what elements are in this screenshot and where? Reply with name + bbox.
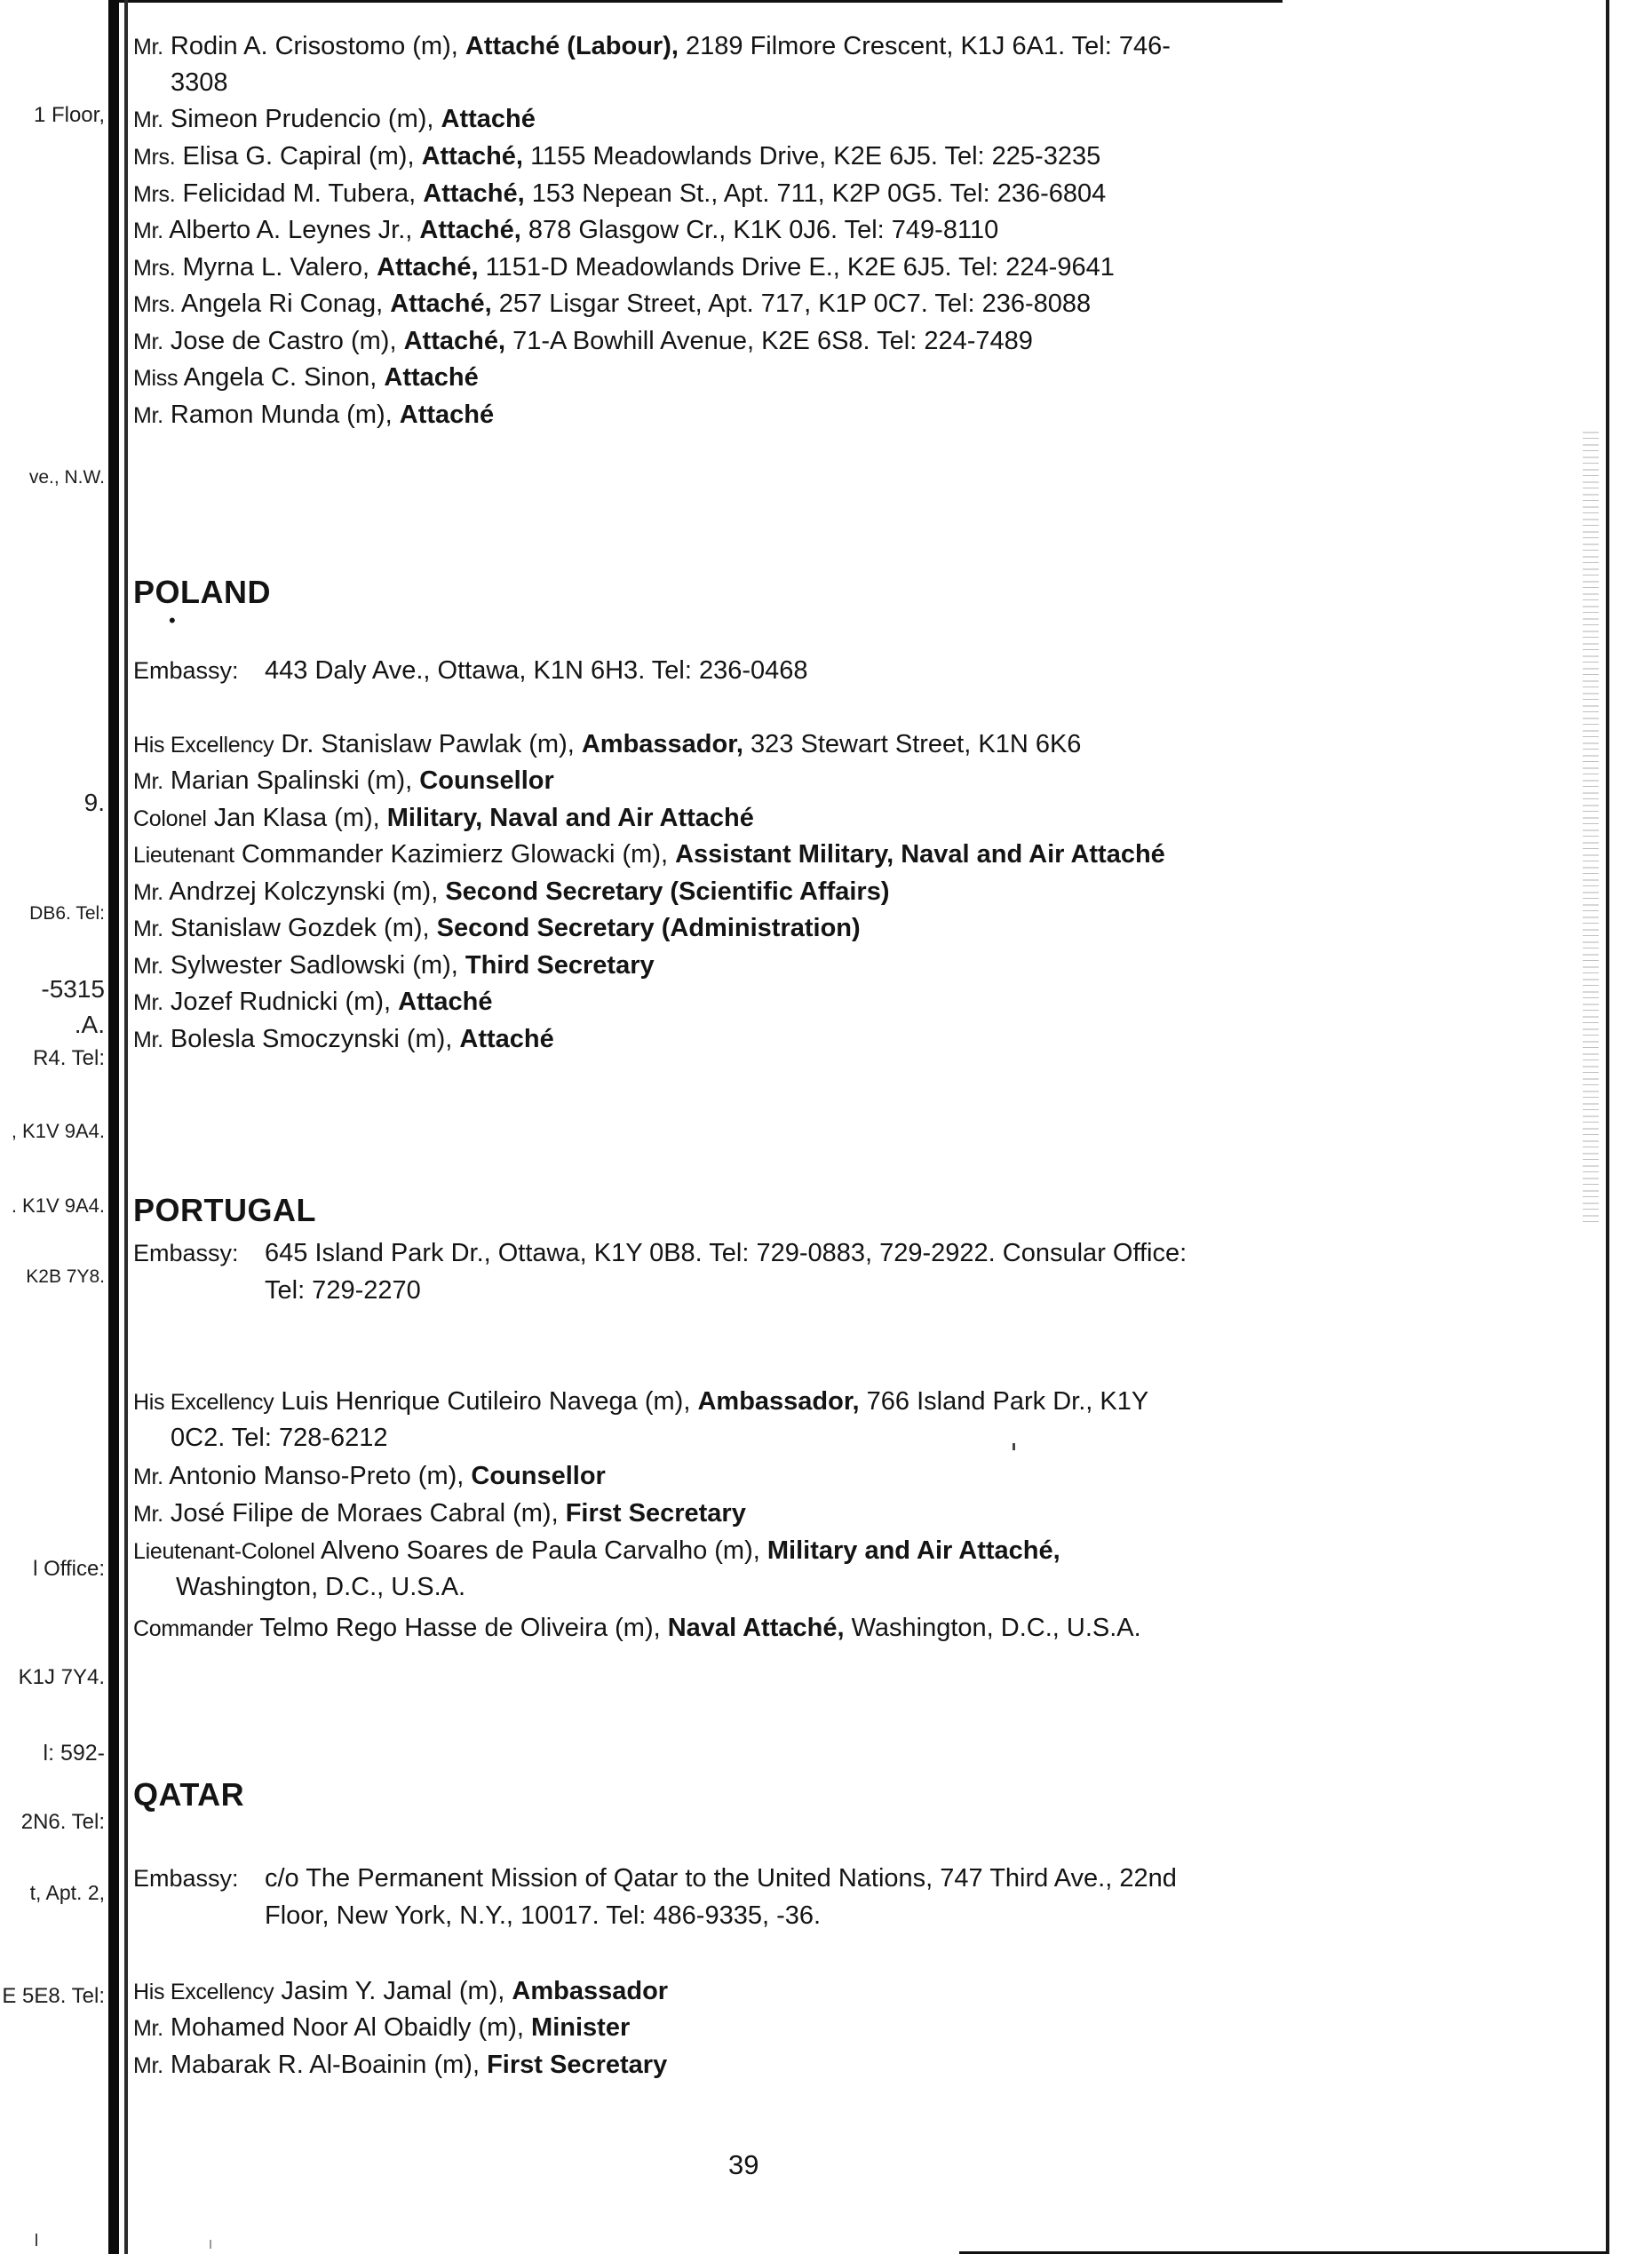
entry-honorific: Lieutenant [133,843,234,868]
embassy-address-text [265,1860,1561,1934]
clipped-fragment: DB6. Tel: [29,903,105,924]
entry-role: First Secretary [565,1499,746,1528]
entry-name: Simeon Prudencio (m), [170,105,434,133]
directory-entry [133,1496,746,1532]
directory-entry [133,139,1100,175]
entry-role: Ambassador [512,1977,669,2005]
directory-entry [133,726,1081,763]
entry-honorific: Mr. [133,2016,163,2041]
entry-name: Bolesla Smoczynski (m), [170,1025,453,1053]
clipped-fragment: 9. [83,789,105,816]
entry-name: Antonio Manso-Preto (m), [169,1462,465,1490]
clipped-fragment: ve., N.W. [28,467,105,488]
bullet-mark: • [169,609,176,631]
entry-name: Mabarak R. Al-Boainin (m), [170,2051,481,2079]
clipped-fragment: t, Apt. 2, [29,1881,105,1904]
entry-name: Angela Ri Conag, [180,290,384,318]
entry-role: First Secretary [487,2051,668,2079]
entry-honorific: Mr. [133,107,163,132]
clipped-fragment: l Office: [33,1557,105,1581]
entry-role: Second Secretary (Scientific Affairs) [445,877,890,906]
entry-name: Angela C. Sinon, [183,363,377,392]
entry-honorific: His Excellency [133,733,274,758]
entry-details: 2189 Filmore Crescent, K1J 6A1. Tel: 746- [686,32,1171,60]
clipped-fragment: 2N6. Tel: [20,1810,105,1834]
entry-name: Telmo Rego Hasse de Oliveira (m), [259,1614,661,1642]
entry-role: Ambassador, [697,1387,860,1416]
directory-entry [133,323,1033,360]
country-heading-portugal: PORTUGAL [133,1192,316,1228]
entry-role: Attaché (Labour), [465,32,679,60]
entry-honorific: Mr. [133,954,163,979]
directory-entry [133,250,1115,286]
directory-entry [133,1384,1148,1456]
entry-name: Commander Kazimierz Glowacki (m), [241,840,669,869]
embassy-address-line: Tel: 729-2270 [265,1276,421,1305]
embassy-address-text [265,1234,1561,1309]
entry-honorific: Mrs. [133,292,176,317]
country-heading-qatar: QATAR [133,1776,245,1813]
clipped-fragment: E 5E8. Tel: [2,1984,105,2008]
entry-name: Felicidad M. Tubera, [182,179,417,208]
directory-entry [133,101,536,138]
entry-role: Attaché [384,363,479,392]
entry-role: Attaché [459,1025,554,1053]
embassy-address-line: c/o The Permanent Mission of Qatar to the United Nations, 747 Third Ave., 22nd [265,1864,1177,1893]
embassy-address-line: 645 Island Park Dr., Ottawa, K1Y 0B8. Tel: 729-0883, 729-2922. Consular Office: [265,1239,1187,1267]
clipped-fragment: .A. [74,1011,105,1038]
clipped-fragment: K2B 7Y8. [26,1266,105,1287]
entry-details: 257 Lisgar Street, Apt. 717, K1P 0C7. Tel: 236-8088 [498,290,1092,318]
entry-continuation: 0C2. Tel: 728-6212 [171,1424,388,1452]
entry-role: Naval Attaché, [667,1614,845,1642]
directory-entry [133,984,492,1020]
clipped-fragment: 1 Floor, [33,103,105,127]
entry-role: Counsellor [419,766,554,795]
embassy-address-line: Floor, New York, N.Y., 10017. Tel: 486-9335, -36. [265,1901,822,1930]
clipped-fragment: , K1V 9A4. [11,1120,105,1142]
entry-role: Attaché, [377,253,479,282]
directory-entry [133,874,889,910]
binding-edge-line-inner [124,0,128,2254]
entry-honorific: Colonel [133,806,207,831]
entry-details: 1155 Meadowlands Drive, K2E 6J5. Tel: 225-3235 [530,142,1101,171]
entry-honorific: Mr. [133,218,163,243]
embassy-label: Embassy: [133,1865,239,1892]
entry-honorific: Mrs. [133,182,176,207]
entry-name: Jozef Rudnicki (m), [170,988,392,1016]
entry-details: 71-A Bowhill Avenue, K2E 6S8. Tel: 224-7489 [512,327,1033,355]
entry-role: Assistant Military, Naval and Air Attaché [675,840,1165,869]
entry-name: Luis Henrique Cutileiro Navega (m), [281,1387,691,1416]
clipped-fragment: . K1V 9A4. [11,1194,105,1217]
entry-honorific: Mr. [133,1502,163,1527]
scan-noise-right [1583,426,1599,1226]
directory-entry [133,360,479,396]
entry-continuation: Washington, D.C., U.S.A. [176,1573,466,1601]
entry-details: 153 Nepean St., Apt. 711, K2P 0G5. Tel: 236-6804 [531,179,1107,208]
entry-role: Military, Naval and Air Attaché [386,804,754,832]
entry-honorific: Mr. [133,990,163,1015]
embassy-address-text: 443 Daly Ave., Ottawa, K1N 6H3. Tel: 236-0468 [265,656,808,685]
directory-entry [133,2047,667,2083]
entry-role: Second Secretary (Administration) [436,914,861,942]
entry-name: Myrna L. Valero, [182,253,370,282]
entry-role: Attaché [441,105,536,133]
embassy-address-portugal [133,1234,1561,1309]
entry-role: Attaché, [390,290,492,318]
directory-entry [133,910,861,947]
entry-role: Attaché, [419,216,521,244]
directory-entry [133,1610,1141,1647]
clipped-fragment: K1J 7Y4. [18,1665,105,1689]
embassy-address-poland [133,652,1561,689]
directory-entry [133,176,1106,212]
entry-name: Sylwester Sadlowski (m), [170,951,458,980]
entry-honorific: Mr. [133,35,163,60]
entry-name: Jasim Y. Jamal (m), [281,1977,505,2005]
entry-role: Counsellor [471,1462,606,1490]
clipped-fragment: l: 592- [43,1741,105,1766]
entry-details: Washington, D.C., U.S.A. [851,1614,1141,1642]
entry-role: Attaché, [421,142,523,171]
entry-name: Mohamed Noor Al Obaidly (m), [170,2013,524,2042]
directory-entry [133,837,1165,873]
clipped-fragment: R4. Tel: [33,1046,105,1070]
top-border-line [119,0,1283,3]
entry-role: Attaché, [423,179,525,208]
embassy-label: Embassy: [133,1240,239,1266]
clipped-fragment: -5315 [41,975,105,1003]
directory-entry [133,763,554,799]
entry-name: Andrzej Kolczynski (m), [169,877,439,906]
entry-role: Attaché, [403,327,506,355]
scan-speck [210,2240,211,2249]
directory-entry [133,800,754,837]
entry-honorific: Mrs. [133,256,176,281]
directory-entry [133,212,998,249]
entry-role: Military and Air Attaché, [766,1536,1060,1565]
entry-continuation: 3308 [171,68,228,97]
entry-role: Third Secretary [465,951,655,980]
entry-role: Ambassador, [581,730,743,758]
directory-entry [133,286,1091,322]
entry-honorific: His Excellency [133,1390,274,1415]
directory-entry [133,948,655,984]
directory-entry [133,28,1171,100]
directory-entry [133,1458,606,1495]
country-heading-poland: POLAND [133,574,271,610]
scan-speck [36,2234,37,2246]
embassy-address-qatar [133,1860,1561,1934]
entry-name: Ramon Munda (m), [170,401,393,429]
entry-details: 878 Glasgow Cr., K1K 0J6. Tel: 749-8110 [528,216,999,244]
entry-role: Attaché [398,988,493,1016]
entry-honorific: Mr. [133,1028,163,1052]
entry-name: Rodin A. Crisostomo (m), [170,32,458,60]
entry-honorific: His Excellency [133,1980,274,2004]
entry-honorific: Miss [133,366,179,391]
directory-entry [133,1973,668,2010]
entry-name: José Filipe de Moraes Cabral (m), [170,1499,559,1528]
entry-role: Minister [531,2013,631,2042]
directory-entry [133,1021,554,1058]
entry-details: 323 Stewart Street, K1N 6K6 [751,730,1082,758]
entry-honorific: Mr. [133,2053,163,2078]
entry-details: 1151-D Meadowlands Drive E., K2E 6J5. Tel: 224-9641 [485,253,1115,282]
embassy-label: Embassy: [133,657,239,684]
entry-name: Elisa G. Capiral (m), [182,142,415,171]
entry-honorific: Commander [133,1616,253,1641]
entry-honorific: Mrs. [133,145,176,170]
entry-honorific: Lieutenant-Colonel [133,1539,315,1564]
entry-honorific: Mr. [133,403,163,428]
entry-honorific: Mr. [133,880,163,905]
binding-edge-line [108,0,119,2254]
entry-name: Alveno Soares de Paula Carvalho (m), [320,1536,760,1565]
entry-name: Stanislaw Gozdek (m), [170,914,430,942]
page-number: 39 [728,2149,759,2180]
directory-entry [133,397,494,433]
entry-role: Attaché [399,401,495,429]
directory-entry [133,1533,1060,1605]
entry-name: Jose de Castro (m), [170,327,397,355]
right-border-line [1606,0,1609,2254]
entry-honorific: Mr. [133,1464,163,1489]
entry-name: Dr. Stanislaw Pawlak (m), [281,730,575,758]
directory-entry [133,2010,630,2046]
entry-name: Alberto A. Leynes Jr., [169,216,413,244]
entry-name: Jan Klasa (m), [213,804,380,832]
entry-details: 766 Island Park Dr., K1Y [866,1387,1149,1416]
entry-honorific: Mr. [133,917,163,941]
entry-honorific: Mr. [133,329,163,354]
entry-name: Marian Spalinski (m), [170,766,413,795]
entry-honorific: Mr. [133,769,163,794]
